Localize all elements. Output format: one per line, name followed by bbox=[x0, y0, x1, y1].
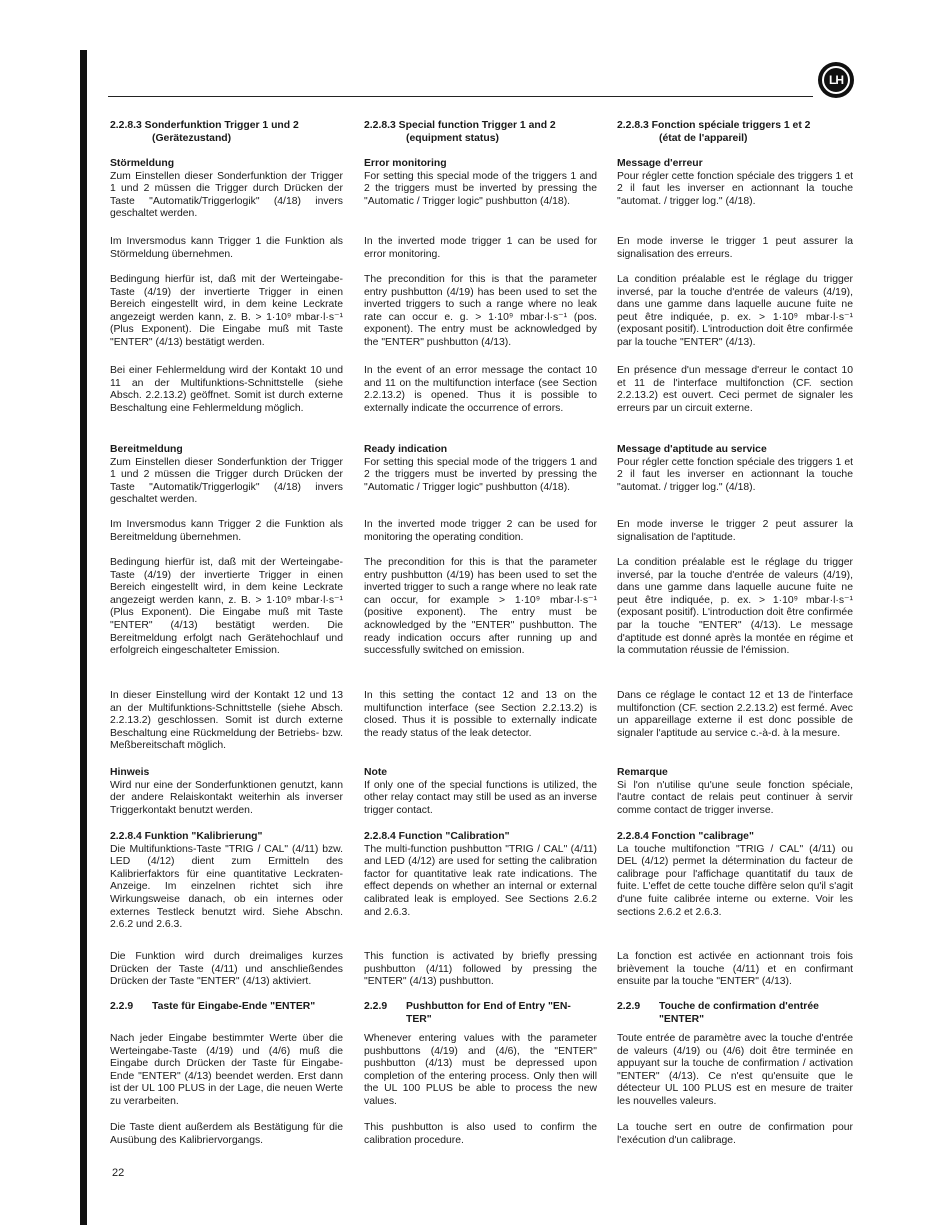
paragraph: For setting this special mode of the triggers 1 and 2 the triggers must be inverted by pressing the "Automatic / Trigger logic" pushbutton (4/18). bbox=[364, 456, 597, 493]
paragraph: Die Taste dient außerdem als Bestätigung für die Ausübung des Kalibriervorgangs. bbox=[110, 1122, 343, 1146]
subheading: Störmeldung bbox=[110, 158, 175, 169]
paragraph: La condition préalable est le réglage du trigger inversé, par la touche d'entrée de valeurs (4/19), dans une gamme dans laquelle aucune fuite ne peut être indiquée, p. ex. > 1·10⁹ mbar·l·s⁻¹ (exposant positif). L'introduction doit être confirmée par la touche "ENTER" (4/13). bbox=[617, 274, 853, 348]
note-block bbox=[110, 767, 343, 817]
paragraph: Zum Einstellen dieser Sonderfunktion der Trigger 1 und 2 müssen die Trigger durch Drücken der Taste "Automatik/Triggerlogik" (4/18) invers geschaltet werden. bbox=[110, 456, 343, 506]
section-title: 2.2.8.3 Fonction spéciale triggers 1 et 2 bbox=[617, 120, 811, 131]
paragraph-block bbox=[617, 365, 853, 415]
section-title: Taste für Eingabe-Ende "ENTER" bbox=[152, 1001, 316, 1012]
paragraph: En mode inverse le trigger 1 peut assurer la signalisation des erreurs. bbox=[617, 236, 853, 260]
paragraph: Nach jeder Eingabe bestimmter Werte über die Werteingabe-Taste (4/19) und (4/6) muß die Eingabe durch Drücken der Taste für Eingabe-Ende "ENTER" (4/13) beendet werden. Erst dann ist der UL 100 PLUS in der Lage, die neuen Werte zu verarbeiten. bbox=[110, 1033, 343, 1107]
paragraph: Die Multifunktions-Taste "TRIG / CAL" (4/11) bzw. LED (4/12) dient zum Ermitteln des Kalibrierfaktors für eine quantitative Leckraten-Anzeige. Im einzelnen richtet sich ihre Wirkungsweise danach, ob ein internes oder externes Testleck benutzt wird. Siehe Abschn. 2.6.2 und 2.6.3. bbox=[110, 843, 343, 931]
error-monitoring-block bbox=[110, 158, 343, 221]
paragraph-block bbox=[364, 274, 597, 350]
section-title-continued: TER" bbox=[406, 1013, 432, 1025]
subheading: 2.2.8.4 Fonction "calibrage" bbox=[617, 831, 754, 842]
paragraph-block bbox=[617, 274, 853, 350]
error-monitoring-block bbox=[364, 158, 597, 208]
paragraph-block bbox=[617, 951, 853, 989]
paragraph: This function is activated by briefly pressing pushbutton (4/11) followed by pressing the "ENTER" (4/13) pushbutton. bbox=[364, 951, 597, 988]
calibration-block bbox=[110, 831, 343, 932]
leybold-logo bbox=[818, 62, 854, 98]
paragraph: The multi-function pushbutton "TRIG / CAL" (4/11) and LED (4/12) are used for setting the calibration factor for quantitative leak rate indications. The effect depends on whether an internal or external calibrated leak is employed. See Sections 2.6.2 and 2.6.3. bbox=[364, 843, 597, 918]
section-title-continued: "ENTER" bbox=[659, 1013, 705, 1025]
paragraph-block bbox=[364, 1122, 597, 1147]
ready-indication-block bbox=[110, 444, 343, 507]
paragraph: La touche multifonction "TRIG / CAL" (4/11) ou DEL (4/12) permet la détermination du facteur de calibrage pour l'affichage quantitatif du taux de fuite. L'effet de cette touche diffère selon qu'il s'agit d'une fuite calibrée interne ou externe. Voir les sections 2.6.2 et 2.6.3. bbox=[617, 843, 853, 918]
paragraph-block bbox=[110, 519, 343, 544]
paragraph-block bbox=[617, 1122, 853, 1147]
paragraph: En présence d'un message d'erreur le contact 10 et 11 de l'interface multifonction (CF. section 2.2.13.2) est ouvert. Ceci permet de signaler les erreurs par un circuit externe. bbox=[617, 365, 853, 414]
subheading: Ready indication bbox=[364, 444, 448, 455]
paragraph: Pour régler cette fonction spéciale des triggers 1 et 2 il faut les inverser en actionnant la touche "automat. / trigger log." (4/18). bbox=[617, 170, 853, 207]
section-subtitle: (Gerätezustand) bbox=[152, 132, 232, 144]
paragraph: Bedingung hierfür ist, daß mit der Werteingabe-Taste (4/19) der invertierte Trigger in einen Bereich eingestellt wird, in dem keine Leckrate angezeigt werden kann, z. B. > 1·10⁹ mbar·l·s⁻¹ (Plus Exponent). Die Eingabe muß mit Taste "ENTER" (4/13) bestätigt werden. Die Bereitmeldung erfolgt nach Gerätehochlauf und erfolgreich eingeschalteter Emission. bbox=[110, 557, 343, 657]
paragraph-block bbox=[364, 519, 597, 544]
section-heading bbox=[364, 120, 597, 145]
logo-ring bbox=[822, 66, 850, 94]
paragraph: In dieser Einstellung wird der Kontakt 12 und 13 an der Multifunktions-Schnittstelle (siehe Absch. 2.2.13.2) geschlossen. Somit ist durch externe Beschaltung eine Rückmeldung der Betriebs- bzw. Meßbereitschaft möglich. bbox=[110, 690, 343, 752]
paragraph: Bei einer Fehlermeldung wird der Kontakt 10 und 11 an der Multifunktions-Schnittstelle (siehe Absch. 2.2.13.2) geöffnet. Somit ist durch externe Beschaltung eine Fehlermeldung möglich. bbox=[110, 365, 343, 414]
subheading: Bereitmeldung bbox=[110, 444, 183, 455]
section-title: 2.2.8.3 Special function Trigger 1 and 2 bbox=[364, 120, 556, 131]
page-number: 22 bbox=[112, 1167, 125, 1179]
logo-text: LH bbox=[829, 73, 843, 87]
subheading: Note bbox=[364, 767, 388, 778]
paragraph: La condition préalable est le réglage du trigger inversé, par la touche d'entrée de valeurs (4/19), dans une gamme dans laquelle aucune fuite ne peut être indiquée, p. ex. > 1·10⁹ mbar·l·s⁻¹ (exposant positif). L'introduction doit être confirmée par la touche "ENTER" (4/13). Le message d'aptitude est donné après la montée en régime et la commutation réussie de l'émission. bbox=[617, 557, 853, 657]
section-number: 2.2.9 bbox=[364, 1001, 388, 1012]
paragraph: For setting this special mode of the triggers 1 and 2 the triggers must be inverted by pressing the "Automatic / Trigger logic" pushbutton (4/18). bbox=[364, 170, 597, 207]
paragraph-block bbox=[110, 557, 343, 658]
paragraph: Pour régler cette fonction spéciale des triggers 1 et 2 il faut les inverser en actionnant la touche "automat. / trigger log." (4/18). bbox=[617, 456, 853, 493]
paragraph: The precondition for this is that the parameter entry pushbutton (4/19) has been used to set the inverted triggers to such a range where no leak rate can occur e. g. > 1·10⁹ mbar·l·s⁻¹ (pos. exponent). The entry must be acknowledged by the "ENTER" pushbutton (4/13). bbox=[364, 274, 597, 348]
paragraph: In the event of an error message the contact 10 and 11 on the multifunction interface (see Section 2.2.13.2) is opened. Thus it is possible to externally indicate the occurrence of errors. bbox=[364, 365, 597, 414]
paragraph: Im Inversmodus kann Trigger 1 die Funktion als Störmeldung übernehmen. bbox=[110, 236, 343, 260]
subheading: Remarque bbox=[617, 767, 668, 778]
paragraph: Im Inversmodus kann Trigger 2 die Funktion als Bereitmeldung übernehmen. bbox=[110, 519, 343, 543]
paragraph-block bbox=[364, 236, 597, 261]
section-number: 2.2.9 bbox=[617, 1001, 641, 1012]
ready-indication-block bbox=[617, 444, 853, 494]
paragraph-block bbox=[110, 1122, 343, 1147]
paragraph: Whenever entering values with the parameter pushbuttons (4/19) and (4/6), the "ENTER" pushbutton (4/13) must be depressed upon completion of the entering process. Only then will the UL 100 PLUS be able to process the new values. bbox=[364, 1033, 597, 1107]
subheading: Message d'erreur bbox=[617, 158, 703, 169]
paragraph: Si l'on n'utilise qu'une seule fonction spéciale, l'autre contact de relais peut continuer à servir comme contact de trigger inverse. bbox=[617, 779, 853, 816]
paragraph: Wird nur eine der Sonderfunktionen genutzt, kann der andere Relaiskontakt weiterhin als inverser Triggerkontakt benutzt werden. bbox=[110, 779, 343, 816]
section-heading bbox=[110, 1001, 343, 1014]
section-subtitle: (état de l'appareil) bbox=[659, 132, 748, 144]
paragraph: If only one of the special functions is utilized, the other relay contact may still be used as an inverse trigger contact. bbox=[364, 779, 597, 816]
subheading: 2.2.8.4 Funktion "Kalibrierung" bbox=[110, 831, 263, 842]
paragraph: Bedingung hierfür ist, daß mit der Werteingabe-Taste (4/19) der invertierte Trigger in einen Bereich eingestellt wird, in dem keine Leckrate angezeigt werden kann, z. B. > 1·10⁹ mbar·l·s⁻¹ (Plus Exponent). Die Eingabe muß mit Taste "ENTER" (4/13) bestätigt werden. bbox=[110, 274, 343, 348]
paragraph-block bbox=[110, 236, 343, 261]
paragraph-block bbox=[617, 690, 853, 740]
section-subtitle: (equipment status) bbox=[406, 132, 499, 144]
section-heading bbox=[110, 120, 343, 145]
paragraph: En mode inverse le trigger 2 peut assurer la signalisation de l'aptitude. bbox=[617, 519, 853, 543]
paragraph-block bbox=[364, 951, 597, 989]
paragraph-block bbox=[110, 274, 343, 350]
paragraph-block bbox=[364, 365, 597, 415]
subheading: 2.2.8.4 Function "Calibration" bbox=[364, 831, 510, 842]
calibration-block bbox=[617, 831, 853, 919]
error-monitoring-block bbox=[617, 158, 853, 208]
section-heading bbox=[617, 120, 853, 145]
paragraph: La touche sert en outre de confirmation pour l'exécution d'un calibrage. bbox=[617, 1122, 853, 1146]
note-block bbox=[617, 767, 853, 817]
paragraph: In this setting the contact 12 and 13 on the multifunction interface (see Section 2.2.13.2) is closed. Thus it is possible to externally indicate the ready status of the leak detector. bbox=[364, 690, 597, 739]
section-heading bbox=[617, 1001, 853, 1026]
paragraph-block bbox=[617, 557, 853, 658]
section-heading bbox=[364, 1001, 597, 1026]
note-block bbox=[364, 767, 597, 817]
paragraph-block bbox=[617, 1033, 853, 1109]
binding-bar bbox=[80, 50, 87, 1225]
paragraph: The precondition for this is that the parameter entry pushbutton (4/19) has been used to set the inverted trigger to such a range where no leak rate can occur, for example > 1·10⁹ mbar·l·s⁻¹ (positive exponent). The entry must be acknowledged by the "ENTER" pushbutton. The ready indication occurs after running up and successfully switched on emission. bbox=[364, 557, 597, 657]
paragraph-block bbox=[617, 236, 853, 261]
header-rule bbox=[108, 96, 813, 97]
subheading: Error monitoring bbox=[364, 158, 447, 169]
paragraph-block bbox=[110, 690, 343, 753]
ready-indication-block bbox=[364, 444, 597, 494]
paragraph-block bbox=[110, 951, 343, 989]
paragraph-block bbox=[110, 365, 343, 415]
subheading: Hinweis bbox=[110, 767, 150, 778]
paragraph: La fonction est activée en actionnant trois fois brièvement la touche (4/11) et en confirmant ensuite par la touche "ENTER" (4/13). bbox=[617, 951, 853, 988]
section-title: Pushbutton for End of Entry "EN- bbox=[406, 1001, 571, 1012]
calibration-block bbox=[364, 831, 597, 919]
paragraph: Die Funktion wird durch dreimaliges kurzes Drücken der Taste (4/11) und anschließendes Drücken der Taste "ENTER" (4/13) aktiviert. bbox=[110, 951, 343, 988]
paragraph: Dans ce réglage le contact 12 et 13 de l'interface multifonction (CF. section 2.2.13.2) est fermé. Avec un appareillage externe il est donc possible de signaler l'aptitude au service c.-à-d. à la mesure. bbox=[617, 690, 853, 739]
paragraph: Zum Einstellen dieser Sonderfunktion der Trigger 1 und 2 müssen die Trigger durch Drücken der Taste "Automatik/Triggerlogik" (4/18) invers geschaltet werden. bbox=[110, 170, 343, 220]
paragraph-block bbox=[364, 557, 597, 658]
subheading: Message d'aptitude au service bbox=[617, 444, 767, 455]
section-title: Touche de confirmation d'entrée bbox=[659, 1001, 819, 1012]
section-number: 2.2.9 bbox=[110, 1001, 134, 1012]
paragraph: Toute entrée de paramètre avec la touche d'entrée de valeurs (4/19) ou (4/6) doit être terminée en appuyant sur la touche de confirmation / activation "ENTER" (4/13). Ce n'est qu'ensuite que le détecteur UL 100 PLUS est en mesure de traiter les nouvelles valeurs. bbox=[617, 1033, 853, 1107]
paragraph-block bbox=[364, 1033, 597, 1109]
paragraph-block bbox=[617, 519, 853, 544]
section-title: 2.2.8.3 Sonderfunktion Trigger 1 und 2 bbox=[110, 120, 299, 131]
paragraph: In the inverted mode trigger 2 can be used for monitoring the operating condition. bbox=[364, 519, 597, 543]
paragraph: This pushbutton is also used to confirm the calibration procedure. bbox=[364, 1122, 597, 1146]
paragraph: In the inverted mode trigger 1 can be used for error monitoring. bbox=[364, 236, 597, 260]
paragraph-block bbox=[110, 1033, 343, 1109]
paragraph-block bbox=[364, 690, 597, 740]
